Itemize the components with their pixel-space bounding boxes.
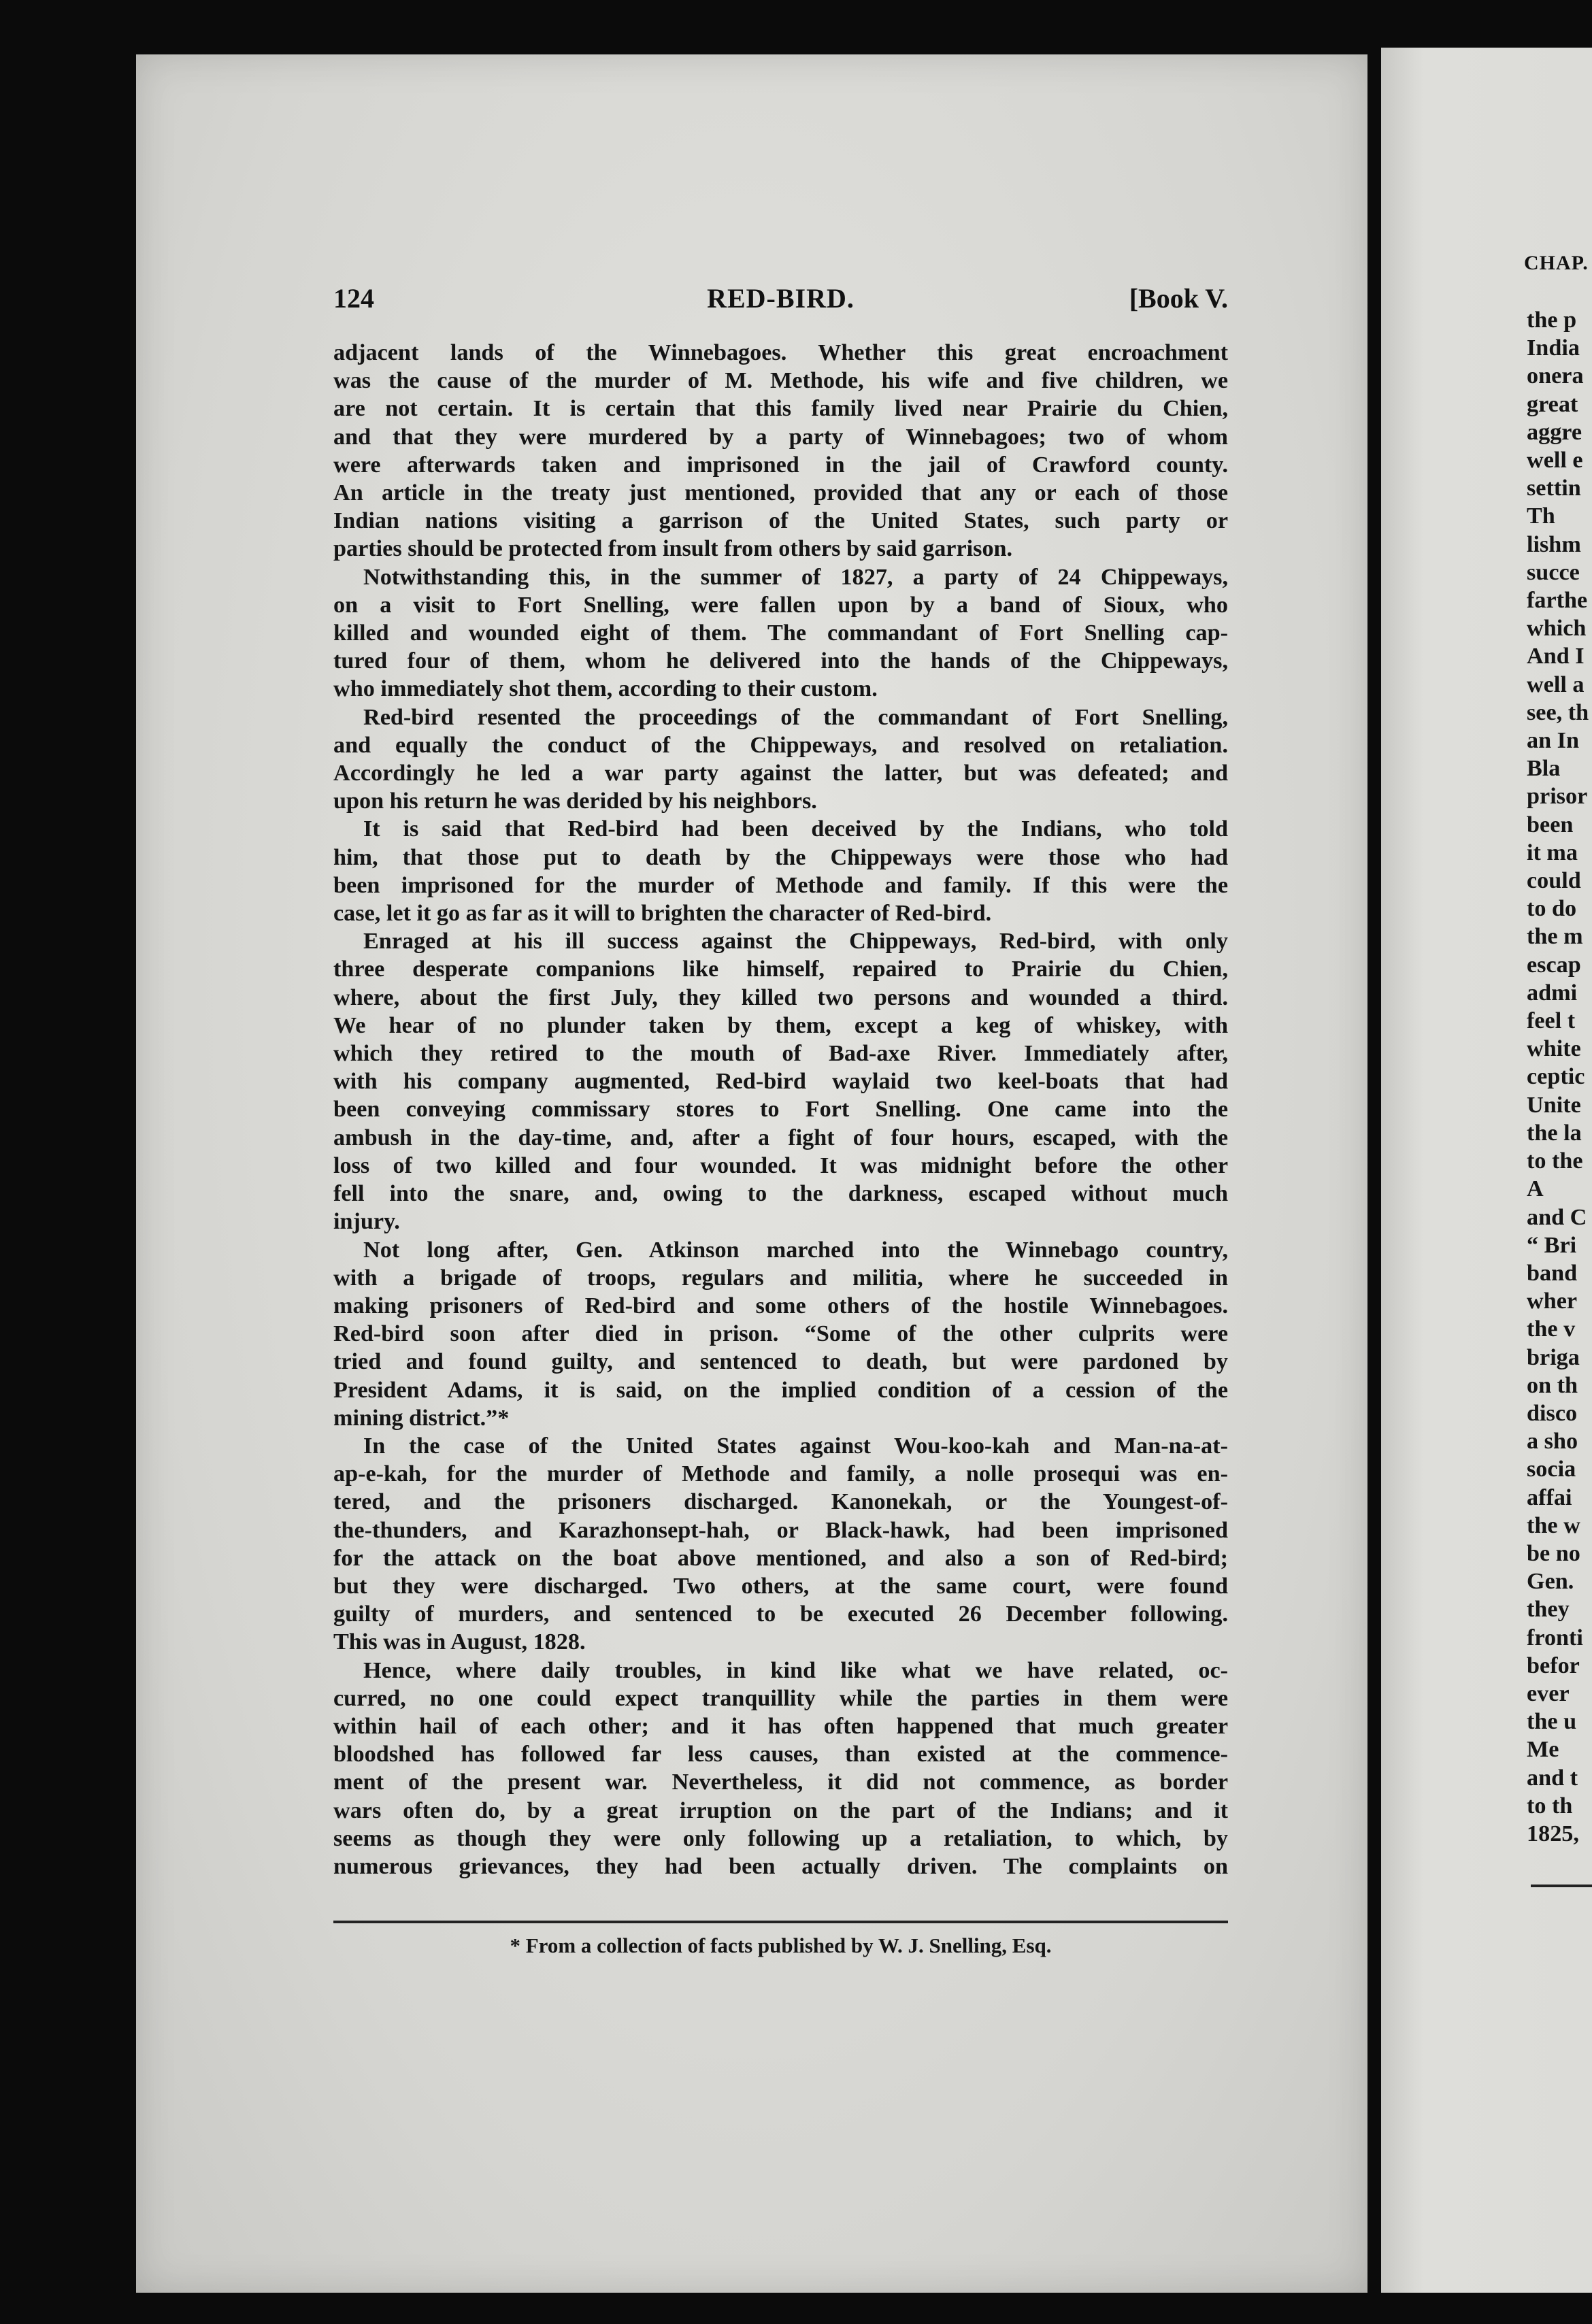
right-page-line: the v	[1527, 1316, 1576, 1342]
right-page-line: and C	[1527, 1204, 1587, 1230]
text-line: who immediately shot them, according to their custom.	[333, 676, 878, 702]
right-page-line: affai	[1527, 1484, 1572, 1510]
right-page-line: And I	[1527, 644, 1585, 669]
text-line: ment of the present war. Nevertheless, it did not commence, as border	[333, 1770, 1228, 1795]
text-line: upon his return he was derided by his neighbors.	[333, 788, 817, 814]
text-line: curred, no one could expect tranquillity while the parties in them were	[333, 1685, 1228, 1711]
text-line: injury.	[333, 1209, 400, 1235]
text-line: tured four of them, whom he delivered into the hands of the Chippeways,	[333, 648, 1228, 674]
right-page-line: great	[1527, 391, 1578, 417]
right-page-line: A	[1527, 1176, 1544, 1202]
text-line: Accordingly he led a war party against the latter, but was defeated; and	[333, 761, 1228, 786]
right-page-line: and t	[1527, 1765, 1578, 1791]
right-page-line: Unite	[1527, 1092, 1581, 1118]
text-line: three desperate companions like himself, repaired to Prairie du Chien,	[333, 957, 1228, 982]
text-line: In the case of the United States against Wou-koo-kah and Man-na-at-	[363, 1433, 1228, 1459]
text-line: been imprisoned for the murder of Methode and family. If this were the	[333, 872, 1228, 898]
text-line: making prisoners of Red-bird and some others of the hostile Winnebagoes.	[333, 1293, 1228, 1318]
text-line: on a visit to Fort Snelling, were fallen upon by a band of Sioux, who	[333, 592, 1228, 618]
right-page-line: Me	[1527, 1737, 1559, 1763]
text-line: with his company augmented, Red-bird waylaid two keel-boats that had	[333, 1069, 1228, 1095]
right-page-line: succe	[1527, 559, 1580, 585]
right-page-line: the p	[1527, 308, 1577, 333]
text-line: but they were discharged. Two others, at the same court, were found	[333, 1573, 1228, 1599]
right-page-line: prisor	[1527, 784, 1588, 810]
right-page-line: settin	[1527, 476, 1581, 501]
right-page-line: disco	[1527, 1400, 1578, 1426]
body-text	[333, 339, 1228, 1880]
text-line: It is said that Red-bird had been deceived by the Indians, who told	[363, 816, 1228, 842]
right-page-line: farthe	[1527, 588, 1588, 614]
text-line: adjacent lands of the Winnebagoes. Whether this great encroachment	[333, 340, 1228, 365]
right-page-line: Th	[1527, 503, 1555, 529]
right-page-line: socia	[1527, 1457, 1576, 1482]
text-line: Red-bird resented the proceedings of the commandant of Fort Snelling,	[363, 704, 1228, 730]
text-line: guilty of murders, and sentenced to be executed 26 December following.	[333, 1601, 1228, 1627]
right-page-line: to do	[1527, 896, 1577, 922]
text-line: and that they were murdered by a party of Winnebagoes; two of whom	[333, 424, 1228, 450]
right-page-line: Gen.	[1527, 1569, 1574, 1595]
right-page-line: aggre	[1527, 419, 1582, 445]
right-page-line: onera	[1527, 363, 1584, 389]
text-line: were afterwards taken and imprisoned in the jail of Crawford county.	[333, 452, 1228, 478]
right-page-line: Bla	[1527, 756, 1561, 782]
text-line: ambush in the day-time, and, after a fight of four hours, escaped, with the	[333, 1125, 1228, 1150]
text-line: where, about the first July, they killed two persons and wounded a third.	[333, 984, 1228, 1010]
text-line: parties should be protected from insult from others by said garrison.	[333, 536, 1013, 562]
text-line: case, let it go as far as it will to brighten the character of Red-bird.	[333, 901, 992, 927]
text-line: for the attack on the boat above mentioned, and also a son of Red-bird;	[333, 1545, 1228, 1571]
right-page-line: be no	[1527, 1540, 1580, 1566]
right-page-line: admi	[1527, 980, 1578, 1006]
right-page-line: “ Bri	[1527, 1232, 1577, 1258]
right-page-line: on th	[1527, 1372, 1578, 1398]
text-line: was the cause of the murder of M. Methode, his wife and five children, we	[333, 368, 1228, 394]
text-line: An article in the treaty just mentioned, provided that any or each of those	[333, 480, 1228, 506]
right-page-text	[1527, 306, 1592, 1848]
text-line: with a brigade of troops, regulars and militia, where he succeeded in	[333, 1265, 1228, 1291]
right-page-line: well a	[1527, 671, 1585, 697]
text-line: We hear of no plunder taken by them, except a keg of whiskey, with	[333, 1012, 1228, 1038]
text-line: Notwithstanding this, in the summer of 1827, a party of 24 Chippeways,	[363, 564, 1228, 590]
right-page-line: white	[1527, 1036, 1581, 1062]
right-page-line: the m	[1527, 924, 1583, 950]
right-page-line: befor	[1527, 1653, 1580, 1678]
page-number: 124	[333, 283, 374, 314]
right-page-line: ceptic	[1527, 1064, 1585, 1090]
right-page-line: India	[1527, 335, 1580, 361]
text-line: Red-bird soon after died in prison. “Some of the other culprits were	[333, 1321, 1228, 1347]
text-line: the-thunders, and Karazhonsept-hah, or Black-hawk, had been imprisoned	[333, 1517, 1228, 1543]
text-line: Indian nations visiting a garrison of the United States, such party or	[333, 508, 1228, 534]
right-page-line: escap	[1527, 952, 1581, 978]
text-line: are not certain. It is certain that this family lived near Prairie du Chien,	[333, 396, 1228, 422]
text-line: Enraged at his ill success against the Chippeways, Red-bird, with only	[363, 929, 1228, 954]
text-line: tered, and the prisoners discharged. Kanonekah, or the Youngest-of-	[333, 1489, 1228, 1515]
right-page-line: fronti	[1527, 1625, 1583, 1650]
running-title: RED-BIRD.	[707, 283, 855, 314]
running-header	[333, 282, 1228, 323]
right-page-line: well e	[1527, 448, 1583, 474]
footnote-rule	[333, 1921, 1228, 1923]
text-line: bloodshed has followed far less causes, than existed at the commence-	[333, 1742, 1228, 1767]
text-line: tried and found guilty, and sentenced to death, but were pardoned by	[333, 1349, 1228, 1375]
text-line: numerous grievances, they had been actually driven. The complaints on	[333, 1853, 1228, 1879]
right-page-line: wher	[1527, 1289, 1578, 1314]
right-page-line: 1825,	[1527, 1821, 1579, 1846]
text-line: Hence, where daily troubles, in kind like what we have related, oc-	[363, 1657, 1228, 1683]
text-line: mining district.”*	[333, 1405, 510, 1431]
text-line: This was in August, 1828.	[333, 1629, 586, 1655]
text-line: fell into the snare, and, owing to the darkness, escaped without much	[333, 1181, 1228, 1207]
right-page-line: ever	[1527, 1680, 1570, 1706]
right-page-line: lishm	[1527, 531, 1581, 557]
right-page-line: the w	[1527, 1512, 1580, 1538]
text-line: killed and wounded eight of them. The commandant of Fort Snelling cap-	[333, 620, 1228, 646]
text-line: President Adams, it is said, on the implied condition of a cession of the	[333, 1377, 1228, 1403]
right-page-line: band	[1527, 1260, 1578, 1286]
right-page-line: an In	[1527, 728, 1579, 754]
right-page-line: a sho	[1527, 1429, 1578, 1455]
text-line: Not long after, Gen. Atkinson marched into the Winnebago country,	[363, 1237, 1228, 1263]
right-page-line: the u	[1527, 1709, 1577, 1735]
book-label: [Book V.	[1129, 283, 1228, 314]
right-page-footnote-rule	[1531, 1885, 1592, 1887]
footnote: * From a collection of facts published by W. J. Snelling, Esq.	[510, 1933, 1052, 1957]
right-page-line: they	[1527, 1597, 1570, 1623]
text-line: loss of two killed and four wounded. It was midnight before the other	[333, 1152, 1228, 1178]
right-page-line: feel t	[1527, 1008, 1576, 1034]
right-page-line: which	[1527, 616, 1587, 642]
text-line: been conveying commissary stores to Fort Snelling. One came into the	[333, 1097, 1228, 1123]
text-line: and equally the conduct of the Chippeways, and resolved on retaliation.	[333, 732, 1228, 758]
right-page-line: it ma	[1527, 840, 1578, 865]
text-line: seems as though they were only following up a retaliation, to which, by	[333, 1825, 1228, 1851]
text-line: which they retired to the mouth of Bad-axe River. Immediately after,	[333, 1041, 1228, 1067]
right-page-line: to th	[1527, 1793, 1573, 1819]
right-page-header: CHAP.	[1524, 252, 1589, 274]
right-page-line: briga	[1527, 1344, 1580, 1370]
right-page-line: been	[1527, 812, 1574, 837]
text-line: within hail of each other; and it has often happened that much greater	[333, 1713, 1228, 1739]
text-line: ap-e-kah, for the murder of Methode and family, a nolle prosequi was en-	[333, 1461, 1228, 1487]
text-line: him, that those put to death by the Chippeways were those who had	[333, 844, 1228, 870]
right-page-line: to the	[1527, 1148, 1583, 1174]
right-page-line: the la	[1527, 1120, 1582, 1146]
right-page-line: see, th	[1527, 699, 1589, 725]
right-page-line: could	[1527, 868, 1581, 894]
text-line: wars often do, by a great irruption on the part of the Indians; and it	[333, 1797, 1228, 1823]
